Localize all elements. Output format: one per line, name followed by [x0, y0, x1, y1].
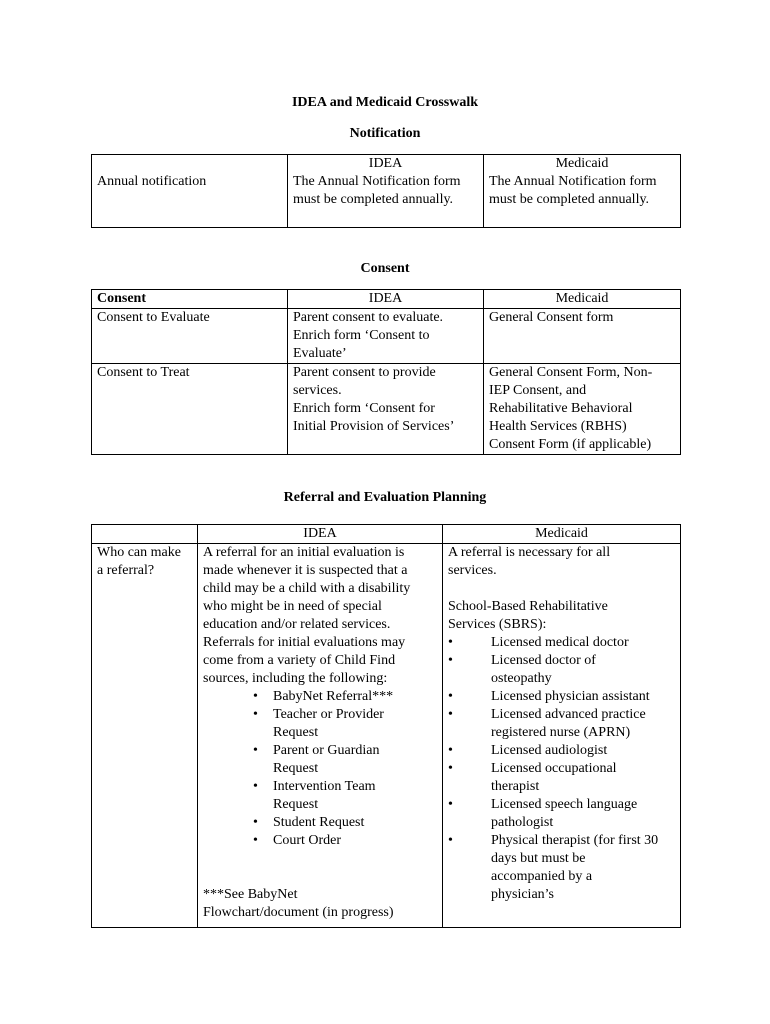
bullet-icon: • — [253, 833, 258, 848]
list-item: • Court Order — [253, 833, 342, 848]
bullet-icon: • — [448, 689, 453, 704]
list-item: • BabyNet Referral*** — [253, 689, 394, 704]
bullet-icon: • — [448, 797, 453, 812]
bullet-icon: • — [448, 743, 453, 758]
referral-table — [91, 524, 681, 928]
consent-col-label: Consent — [92, 290, 288, 309]
referral-col-medicaid: Medicaid — [443, 525, 681, 544]
bullet-icon: • — [448, 833, 453, 848]
bullet-icon: • — [253, 779, 258, 794]
referral-col-idea: IDEA — [198, 525, 443, 544]
referral-heading: Referral and Evaluation Planning — [283, 490, 487, 505]
notification-idea-cell: IDEA The Annual Notification form must be completed annually. — [288, 155, 484, 228]
referral-sources-list — [203, 688, 437, 850]
referral-col-blank — [92, 525, 198, 544]
page-title: IDEA and Medicaid Crosswalk — [291, 95, 479, 110]
list-item: • Licensed occupational therapist — [448, 761, 617, 794]
list-item: • Teacher or Provider Request — [253, 707, 384, 740]
list-item: • Licensed physician assistant — [448, 689, 650, 704]
referral-idea-cell: A referral for an initial evaluation is made whenever it is suspected that a child may be a child with a disability who might be in need of special education and/or related services. Referrals for initial evaluations may come from a variety of Child Find sources, including the following: • BabyNet Referral*** • Teacher or Provider Request • Parent or Guardian Request • Intervention Team Request • Student Request • Court Order ***See BabyNet Flowchart/document (in progress) — [198, 544, 443, 928]
list-item: • Licensed audiologist — [448, 743, 608, 758]
list-item: • Physical therapist (for first 30 days but must be accompanied by a physician’s — [448, 833, 659, 902]
bullet-icon: • — [253, 707, 258, 722]
referral-row-label: Who can make a referral? — [92, 544, 198, 928]
consent-treat-label: Consent to Treat — [92, 364, 288, 455]
list-item: • Student Request — [253, 815, 365, 830]
consent-treat-medicaid: General Consent Form, Non- IEP Consent, and Rehabilitative Behavioral Health Services (RBHS) Consent Form (if applicable) — [484, 364, 681, 455]
consent-table — [91, 289, 681, 455]
notification-heading: Notification — [349, 126, 421, 141]
consent-evaluate-idea: Parent consent to evaluate. Enrich form ‘Consent to Evaluate’ — [288, 309, 484, 364]
bullet-icon: • — [448, 707, 453, 722]
notification-table — [91, 154, 681, 228]
consent-heading: Consent — [360, 261, 410, 276]
notification-row-label: Annual notification — [92, 155, 288, 228]
consent-col-idea: IDEA — [288, 290, 484, 309]
bullet-icon: • — [448, 761, 453, 776]
list-item: • Parent or Guardian Request — [253, 743, 380, 776]
consent-col-medicaid: Medicaid — [484, 290, 681, 309]
bullet-icon: • — [253, 689, 258, 704]
babynet-note: ***See BabyNet — [203, 887, 298, 902]
list-item: • Licensed doctor of osteopathy — [448, 653, 596, 686]
list-item: • Licensed speech language pathologist — [448, 797, 638, 830]
bullet-icon: • — [448, 653, 453, 668]
consent-evaluate-medicaid: General Consent form — [484, 309, 681, 364]
notification-col-idea: IDEA — [368, 156, 403, 171]
notification-medicaid-cell: Medicaid The Annual Notification form must be completed annually. — [484, 155, 681, 228]
consent-treat-idea: Parent consent to provide services. Enrich form ‘Consent for Initial Provision of Services’ — [288, 364, 484, 455]
bullet-icon: • — [253, 815, 258, 830]
bullet-icon: • — [253, 743, 258, 758]
referral-medicaid-cell: A referral is necessary for all services. School-Based Rehabilitative Services (SBRS): • Licensed medical doctor • Licensed doctor of osteopathy • Licensed physician assistant • Licensed advanced practice registered nurse (APRN) • Licensed audiologist • Licensed occupational therapist • Licensed speech language pathologist • Physical therapist (for first 30 days but must be accompanied by a physician’s — [443, 544, 681, 928]
list-item: • Intervention Team Request — [253, 779, 376, 812]
list-item: • Licensed advanced practice registered nurse (APRN) — [448, 707, 646, 740]
sbrs-providers-list — [448, 634, 675, 904]
notification-col-medicaid: Medicaid — [555, 156, 609, 171]
bullet-icon: • — [448, 635, 453, 650]
consent-evaluate-label: Consent to Evaluate — [92, 309, 288, 364]
list-item: • Licensed medical doctor — [448, 635, 629, 650]
